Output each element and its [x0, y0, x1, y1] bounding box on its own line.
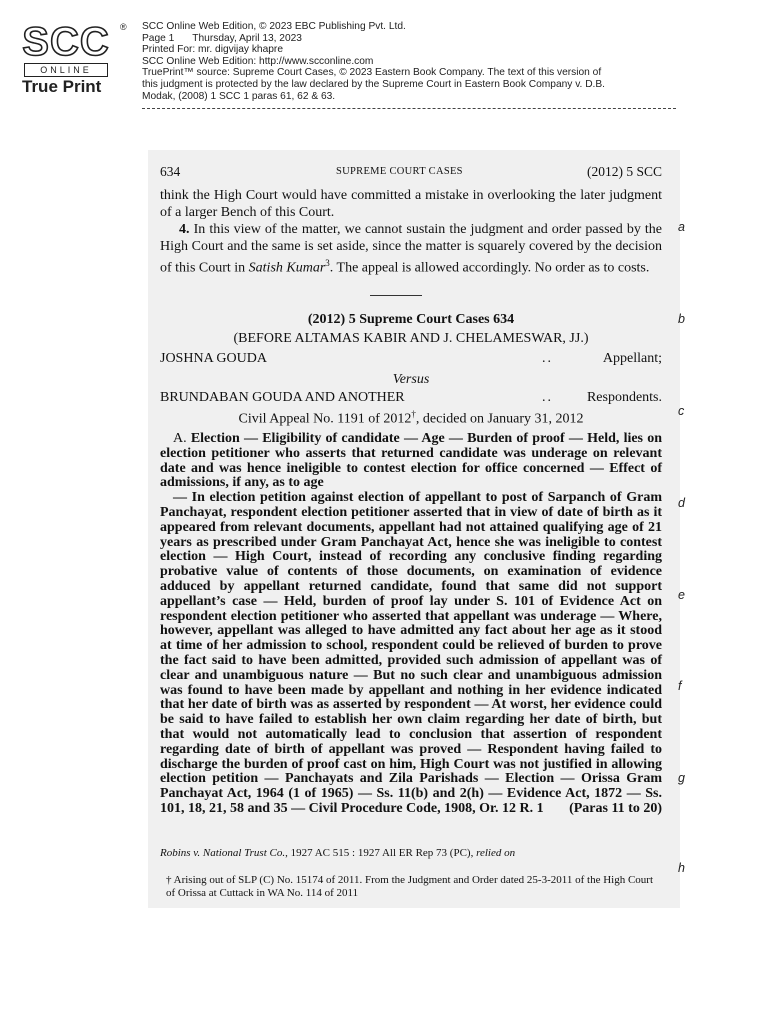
- header-divider: [142, 108, 676, 109]
- margin-letter-c: c: [678, 404, 685, 418]
- running-head-page-number: 634: [160, 164, 181, 179]
- header-page-number: Page 1: [142, 32, 175, 44]
- versus-line: Versus: [392, 372, 430, 387]
- print-header: [142, 21, 682, 102]
- civil-appeal-number: Civil Appeal No. 1191 of 2012: [238, 411, 412, 427]
- footnote-ref: 3: [325, 258, 330, 269]
- case-heading: (2012) 5 Supreme Court Cases 634: [307, 312, 515, 327]
- header-line-publisher: SCC Online Web Edition, © 2023 EBC Publishing Pvt. Ltd.: [142, 21, 406, 32]
- paragraph-text-end: . The appeal is allowed accordingly. No order as to costs.: [329, 261, 650, 277]
- headnote-a: [160, 432, 662, 491]
- running-head-title: SUPREME COURT CASES: [336, 166, 463, 177]
- headnote-a-text: Election — Eligibility of candidate — Age — Burden of proof — Held, lies on election petitioner who asserts that returned candidate was underage on relevant date and was hence ineligible to contest election for office concerned — Effect of admissions, if any, as to age: [160, 431, 662, 491]
- logo-true-print-text: True Print: [22, 77, 102, 96]
- civil-appeal-dagger: †: [411, 409, 416, 419]
- appellant-dots: ..: [542, 351, 553, 366]
- header-line-web-edition: SCC Online Web Edition: http://www.scconline.com: [142, 55, 374, 67]
- scanned-page: [148, 150, 680, 908]
- margin-letter-e: e: [678, 588, 685, 602]
- footnote: † Arising out of SLP (C) No. 15174 of 2011. From the Judgment and Order dated 25-3-2011 of the High Court of Orissa at Cuttack in WA No. 114 of 2011: [166, 874, 654, 899]
- cited-case-name: Satish Kumar: [248, 261, 326, 277]
- logo-online-text: ONLINE: [24, 63, 108, 77]
- appellant-role: Appellant;: [602, 351, 662, 366]
- respondent-dots: ..: [542, 390, 553, 405]
- headnote: [160, 432, 662, 817]
- logo-registered-mark: ®: [120, 22, 127, 32]
- paragraph-number: 4.: [179, 222, 190, 238]
- appellant-name: JOSHNA GOUDA: [160, 351, 267, 366]
- running-head-citation: (2012) 5 SCC: [586, 164, 662, 179]
- header-line-source-3: Modak, (2008) 1 SCC 1 paras 61, 62 & 63.: [142, 90, 336, 102]
- paragraph-text: In this view of the matter, we cannot sustain the judgment and order passed by the High Court and the same is set aside, since the matter is squarely covered by the decision of this Court in: [160, 222, 662, 277]
- citation-case-name: Robins v. National Trust Co.: [160, 847, 286, 859]
- respondent-name: BRUNDABAN GOUDA AND ANOTHER: [160, 390, 405, 405]
- citation-line: [160, 847, 662, 860]
- judgment-body: [160, 187, 662, 277]
- headnote-main-text: — In election petition against election of appellant to post of Sarpanch of Gram Panchayat, respondent election petitioner asserted that in view of date of birth as it appeared from relevant documents, appellant had not attained qualifying age of 21 years as prescribed under Gram Panchayat Act, hence she was ineligible to contest election — High Court, instead of recording any conclusive finding regarding probative value of contents of those documents, on examination of evidence adduced by appellant returned candidate, found that same did not support appellant’s case — Held, burden of proof lay under S. 101 of Evidence Act on respondent election petitioner who asserted that appellant was underage — Where, however, appellant was alleged to have admitted any fact about her age as it stood at time of her admission to school, respondent could be relieved of burden to prove the fact said to have been admitted, provided such admission of appellant was of clear and unambiguous nature — But no such clear and unambiguous admission was found to have been made by appellant and nothing in her evidence indicated that her date of birth was as asserted by respondent — At worst, her evidence could be said to have failed to establish her own claim regarding her date of birth, but that would not automatically lead to conclusion that assertion of respondent regarding date of birth of appellant was proved — Respondent having failed to discharge the burden of proof cast on him, High Court was not justified in allowing election petition — Panchayats and Zila Parishads — Election — Orissa Gram Panchayat Act, 1964 (1 of 1965) — Ss. 11(b) and 2(h) — Evidence Act, 1872 — Ss. 101, 18, 21, 58 and 35 — Civil Procedure Code, 1908, Or. 12 R. 1: [160, 490, 662, 816]
- citation-reference: , 1927 AC 515 : 1927 All ER Rep 73 (PC),: [285, 847, 477, 859]
- respondent-line: [160, 390, 662, 408]
- margin-letter-f: f: [678, 679, 682, 693]
- margin-letter-g: g: [678, 771, 685, 785]
- section-rule: [370, 295, 422, 296]
- logo-scc-text: SCC: [22, 20, 110, 64]
- margin-letter-h: h: [678, 861, 685, 875]
- header-line-source-1: TruePrint™ source: Supreme Court Cases, © 2023 Eastern Book Company. The text of this version of: [142, 67, 602, 79]
- respondent-role: Respondents.: [586, 390, 662, 405]
- headnote-main: [160, 491, 662, 817]
- margin-letter-b: b: [678, 312, 685, 326]
- header-line-source-2: this judgment is protected by the law declared by the Supreme Court in Eastern Book Company v. D.B.: [142, 78, 606, 90]
- headnote-a-label: A.: [173, 431, 187, 446]
- civil-appeal-date: , decided on January 31, 2012: [415, 411, 584, 427]
- continuation-paragraph: think the High Court would have committed a mistake in overlooking the later judgment of a larger Bench of this Court.: [160, 188, 662, 221]
- header-print-date: Thursday, April 13, 2023: [192, 32, 302, 44]
- header-line-printed-for: Printed For: mr. digvijay khapre: [142, 44, 283, 56]
- headnote-paras: (Paras 11 to 20): [569, 800, 662, 816]
- appellant-line: [160, 351, 662, 369]
- scc-online-logo: [18, 22, 128, 102]
- header-line-page: [142, 33, 682, 45]
- citation-treatment: relied on: [476, 847, 516, 859]
- margin-letter-d: d: [678, 496, 685, 510]
- margin-letter-a: a: [678, 220, 685, 234]
- civil-appeal-line: [160, 409, 662, 428]
- bench-line: (BEFORE ALTAMAS KABIR AND J. CHELAMESWAR, JJ.): [233, 331, 589, 346]
- paragraph-4: [160, 221, 662, 277]
